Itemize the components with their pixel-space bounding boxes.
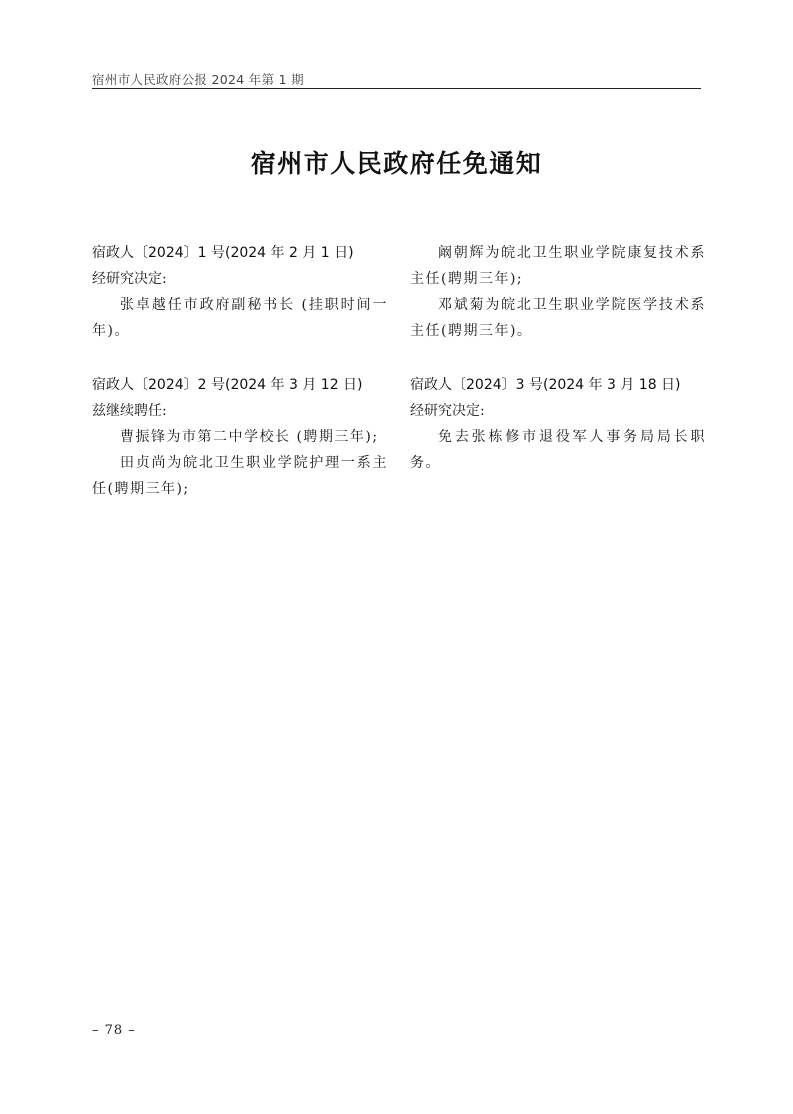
notice-3-intro: 经研究决定: xyxy=(410,403,485,419)
notice-2 xyxy=(92,372,388,502)
notice-2-intro: 兹继续聘任: xyxy=(92,403,167,419)
right-column xyxy=(410,240,706,476)
notice-2-item-3: 阚朝辉为皖北卫生职业学院康复技术系主任(聘期三年); xyxy=(410,245,706,287)
page-number: – 78 – xyxy=(92,1023,136,1038)
notice-2-item-2: 田贞尚为皖北卫生职业学院护理一系主任(聘期三年); xyxy=(92,455,388,497)
running-header xyxy=(92,70,701,89)
notice-2-item-1: 曹振锋为市第二中学校长 (聘期三年); xyxy=(120,429,379,445)
notice-1-heading: 宿政人〔2024〕1 号(2024 年 2 月 1 日) xyxy=(92,245,354,261)
notice-3 xyxy=(410,372,706,476)
notice-2-item-4: 邓斌菊为皖北卫生职业学院医学技术系主任(聘期三年)。 xyxy=(410,297,706,339)
notice-1 xyxy=(92,240,388,344)
left-column xyxy=(92,240,388,502)
notice-2-continued xyxy=(410,240,706,344)
notice-3-heading: 宿政人〔2024〕3 号(2024 年 3 月 18 日) xyxy=(410,377,681,393)
document-title: 宿州市人民政府任免通知 xyxy=(250,149,543,178)
running-header-title: 宿州市人民政府公报 2024 年第 1 期 xyxy=(92,72,304,87)
notice-3-item-1: 免去张栋修市退役军人事务局局长职务。 xyxy=(410,429,706,471)
notice-1-item-1: 张卓越任市政府副秘书长 (挂职时间一年)。 xyxy=(92,297,388,339)
notice-2-heading: 宿政人〔2024〕2 号(2024 年 3 月 12 日) xyxy=(92,377,363,393)
notice-1-intro: 经研究决定: xyxy=(92,271,167,287)
